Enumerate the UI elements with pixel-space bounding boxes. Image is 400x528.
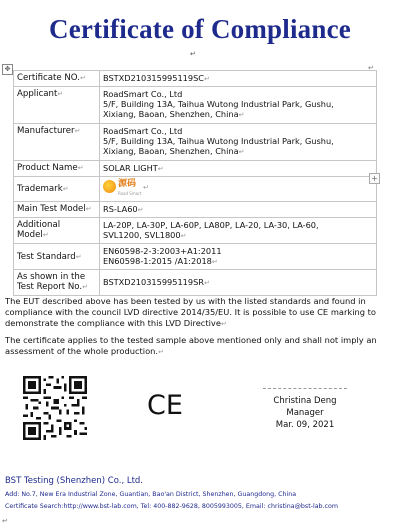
table-row (14, 218, 377, 244)
table-cell-value[interactable]: RS-LA60↵ (100, 202, 377, 218)
paragraph-mark: ↵ (190, 50, 196, 58)
table-cell-value[interactable]: EN60598-2-3:2003+A1:2011 EN60598-1:2015 /A1:2018↵ (100, 244, 377, 270)
table-cell-label[interactable]: Manufacturer↵ (14, 124, 100, 161)
issuer-company: BST Testing (Shenzhen) Co., Ltd. (5, 476, 144, 486)
table-cell-label[interactable]: Certificate NO.↵ (14, 71, 100, 87)
table-row (14, 270, 377, 296)
svg-text:CE: CE (147, 390, 183, 419)
signature-line (263, 388, 347, 389)
signatory-title: Manager (286, 408, 324, 418)
scope-statement[interactable]: The certificate applies to the tested sample above mentioned only and shall not imply an assessment of the whole production.↵ (5, 335, 377, 356)
table-cell-value[interactable]: BSTXD210315995119SR↵ (100, 270, 377, 296)
table-row (14, 71, 377, 87)
table-cell-label[interactable]: Main Test Model↵ (14, 202, 100, 218)
table-cell-label[interactable]: Applicant↵ (14, 87, 100, 124)
compliance-statement[interactable]: The EUT described above has been tested by us with the listed standards and found in compliance with the council LVD directive 2014/35/EU. It is possible to use CE marking to demonstrate the compliance with this LVD Directive↵ (5, 296, 376, 328)
logo-circle-icon (103, 180, 116, 193)
table-cell-label[interactable]: Additional Model↵ (14, 218, 100, 244)
signature-date: Mar. 09, 2021 (275, 420, 335, 430)
qr-code (23, 376, 87, 440)
table-row (14, 87, 377, 124)
issuer-address: Add: No.7, New Era Industrial Zone, Guantian, Bao'an District, Shenzhen, Guangdong, China (5, 491, 297, 498)
table-cell-value[interactable]: RoadSmart Co., Ltd 5/F, Building 13A, Taihua Wutong Industrial Park, Gushu, Xixiang, Baoan, Shenzhen, China↵ (100, 124, 377, 161)
table-cell-value[interactable]: 源码 Road Smart ↵ (100, 177, 377, 202)
table-cell-value[interactable]: RoadSmart Co., Ltd 5/F, Building 13A, Taihua Wutong Industrial Park, Gushu, Xixiang, Baoan, Shenzhen, China↵ (100, 87, 377, 124)
paragraph-mark: ↵ (368, 64, 374, 72)
add-row-button[interactable]: + (369, 173, 380, 184)
table-cell-value[interactable]: BSTXD210315995119SC↵ (100, 71, 377, 87)
table-move-handle[interactable]: ✥ (2, 64, 13, 75)
table-cell-value[interactable]: SOLAR LIGHT↵ (100, 161, 377, 177)
certificate-title: Certificate of Compliance (49, 14, 351, 44)
certificate-table (13, 70, 377, 296)
table-row (14, 124, 377, 161)
signatory-name: Christina Deng (273, 396, 337, 406)
certificate-search-info: Certificate Search:http://www.bst-lab.com, Tel: 400-882-9628, 8005993005, Email: christina@bst-lab.com (5, 503, 339, 510)
table-row (14, 161, 377, 177)
table-row (14, 202, 377, 218)
table-row (14, 244, 377, 270)
table-cell-label[interactable]: Test Standard↵ (14, 244, 100, 270)
table-row (14, 177, 377, 202)
table-cell-label[interactable]: Trademark↵ (14, 177, 100, 202)
paragraph-mark: ↵ (2, 517, 8, 525)
ce-mark (146, 389, 184, 419)
table-cell-label[interactable]: Product Name↵ (14, 161, 100, 177)
table-cell-value[interactable]: LA-20P, LA-30P, LA-60P, LA80P, LA-20, LA-30, LA-60, SVL1200, SVL1800↵ (100, 218, 377, 244)
trademark-logo: 源码 Road Smart (103, 179, 143, 195)
table-cell-label[interactable]: As shown in the Test Report No.↵ (14, 270, 100, 296)
